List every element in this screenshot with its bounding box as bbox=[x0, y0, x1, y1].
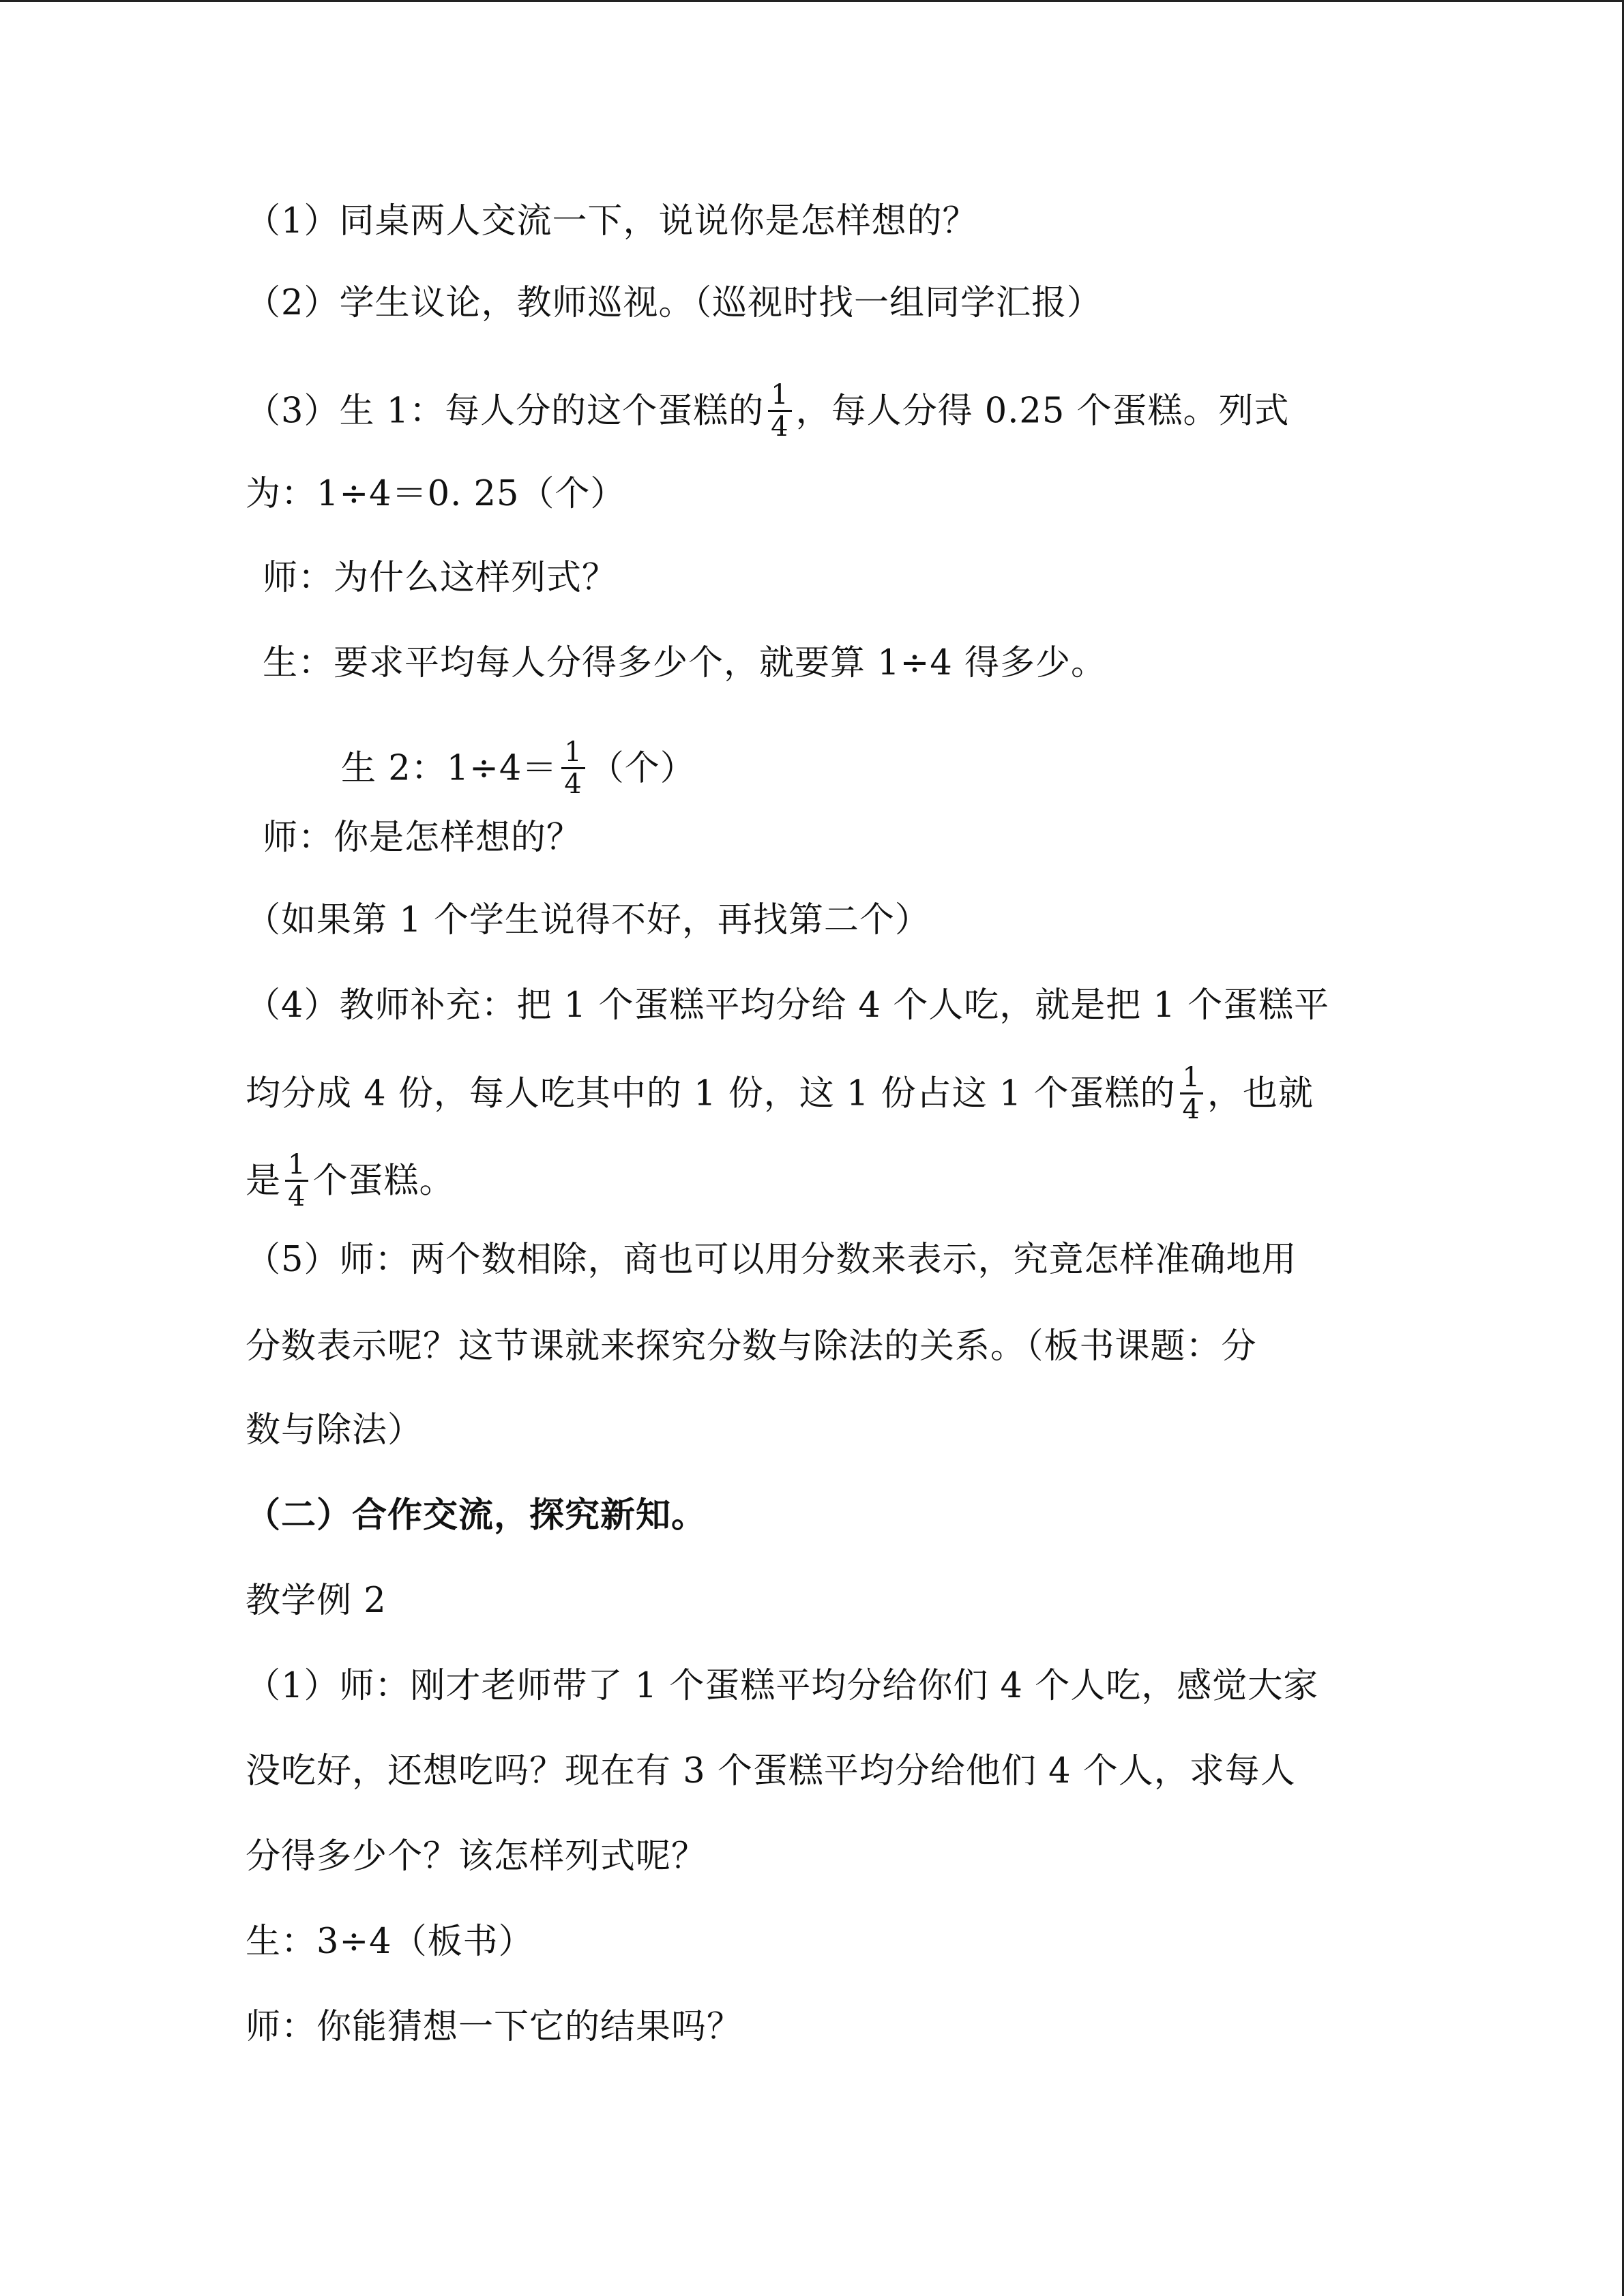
text: （2）学生议论，教师巡视。（巡视时找一组同学汇报） bbox=[246, 283, 1102, 323]
paragraph-line-8 bbox=[263, 818, 582, 859]
paragraph-line-3 bbox=[246, 379, 1290, 445]
text: 没吃好，还想吃吗？现在有 3 个蛋糕平均分给他们 4 个人，求每人 bbox=[246, 1751, 1296, 1791]
fraction-denominator: 4 bbox=[771, 411, 789, 443]
text: 是 bbox=[246, 1161, 282, 1202]
text: （4）教师补充：把 1 个蛋糕平均分给 4 个人吃，就是把 1 个蛋糕平 bbox=[246, 985, 1330, 1026]
paragraph-line-13 bbox=[246, 1240, 1297, 1281]
fraction-numerator: 1 bbox=[561, 737, 585, 769]
text: 分得多少个？该怎样列式呢？ bbox=[246, 1836, 707, 1877]
text: 生：3÷4（板书） bbox=[246, 1922, 534, 1962]
paragraph-line-7 bbox=[341, 736, 696, 802]
text: （如果第 1 个学生说得不好，再找第二个） bbox=[246, 900, 930, 940]
paragraph-line-18 bbox=[246, 1666, 1318, 1707]
text: 数与除法） bbox=[246, 1410, 424, 1450]
paragraph-line-2 bbox=[246, 283, 1102, 324]
paragraph-line-11 bbox=[246, 1062, 1314, 1127]
fraction-denominator: 4 bbox=[1182, 1094, 1200, 1125]
text: 个蛋糕。 bbox=[312, 1161, 455, 1202]
text: 分数表示呢？这节课就来探究分数与除法的关系。（板书课题：分 bbox=[246, 1326, 1257, 1367]
text: 师：为什么这样列式？ bbox=[263, 558, 618, 598]
paragraph-line-5 bbox=[263, 558, 617, 599]
text: ，也就 bbox=[1207, 1073, 1314, 1114]
fraction-numerator: 1 bbox=[285, 1150, 308, 1182]
fraction-one-quarter bbox=[1180, 1062, 1203, 1124]
paragraph-line-9 bbox=[246, 900, 930, 941]
text: 生：要求平均每人分得多少个，就要算 1÷4 得多少。 bbox=[263, 643, 1107, 683]
paragraph-line-10 bbox=[246, 985, 1329, 1026]
text: （3）生 1：每人分的这个蛋糕的 bbox=[246, 391, 765, 432]
text: （个） bbox=[589, 748, 696, 789]
fraction-denominator: 4 bbox=[564, 769, 582, 800]
paragraph-line-22 bbox=[246, 2007, 742, 2048]
fraction-one-quarter bbox=[561, 737, 585, 799]
text: ，每人分得 0.25 个蛋糕。列式 bbox=[795, 391, 1290, 432]
section-heading bbox=[246, 1495, 707, 1536]
paragraph-line-12 bbox=[246, 1149, 455, 1214]
fraction-numerator: 1 bbox=[1180, 1062, 1203, 1094]
paragraph-line-4 bbox=[246, 474, 625, 515]
paragraph-line-15 bbox=[246, 1410, 423, 1451]
fraction-one-quarter bbox=[768, 380, 791, 442]
fraction-one-quarter bbox=[285, 1150, 308, 1212]
text: （二）合作交流，探究新知。 bbox=[246, 1495, 707, 1536]
paragraph-line-17 bbox=[246, 1581, 387, 1622]
paragraph-line-20 bbox=[246, 1836, 707, 1877]
paragraph-line-1 bbox=[246, 201, 977, 242]
fraction-numerator: 1 bbox=[768, 380, 791, 412]
paragraph-line-6 bbox=[263, 643, 1106, 684]
text: 生 2：1÷4＝ bbox=[341, 748, 558, 789]
paragraph-line-14 bbox=[246, 1326, 1257, 1367]
text: （1）同桌两人交流一下，说说你是怎样想的？ bbox=[246, 201, 978, 241]
text: （1）师：刚才老师带了 1 个蛋糕平均分给你们 4 个人吃，感觉大家 bbox=[246, 1666, 1319, 1706]
paragraph-line-19 bbox=[246, 1751, 1296, 1792]
paragraph-line-21 bbox=[246, 1922, 534, 1963]
text: 均分成 4 份，每人吃其中的 1 份，这 1 份占这 1 个蛋糕的 bbox=[246, 1073, 1176, 1114]
text: （5）师：两个数相除，商也可以用分数来表示，究竟怎样准确地用 bbox=[246, 1240, 1297, 1280]
fraction-denominator: 4 bbox=[288, 1181, 306, 1212]
text: 教学例 2 bbox=[246, 1581, 387, 1621]
text: 为：1÷4＝0. 25（个） bbox=[246, 474, 626, 514]
text: 师：你是怎样想的？ bbox=[263, 818, 582, 858]
text: 师：你能猜想一下它的结果吗？ bbox=[246, 2007, 743, 2047]
